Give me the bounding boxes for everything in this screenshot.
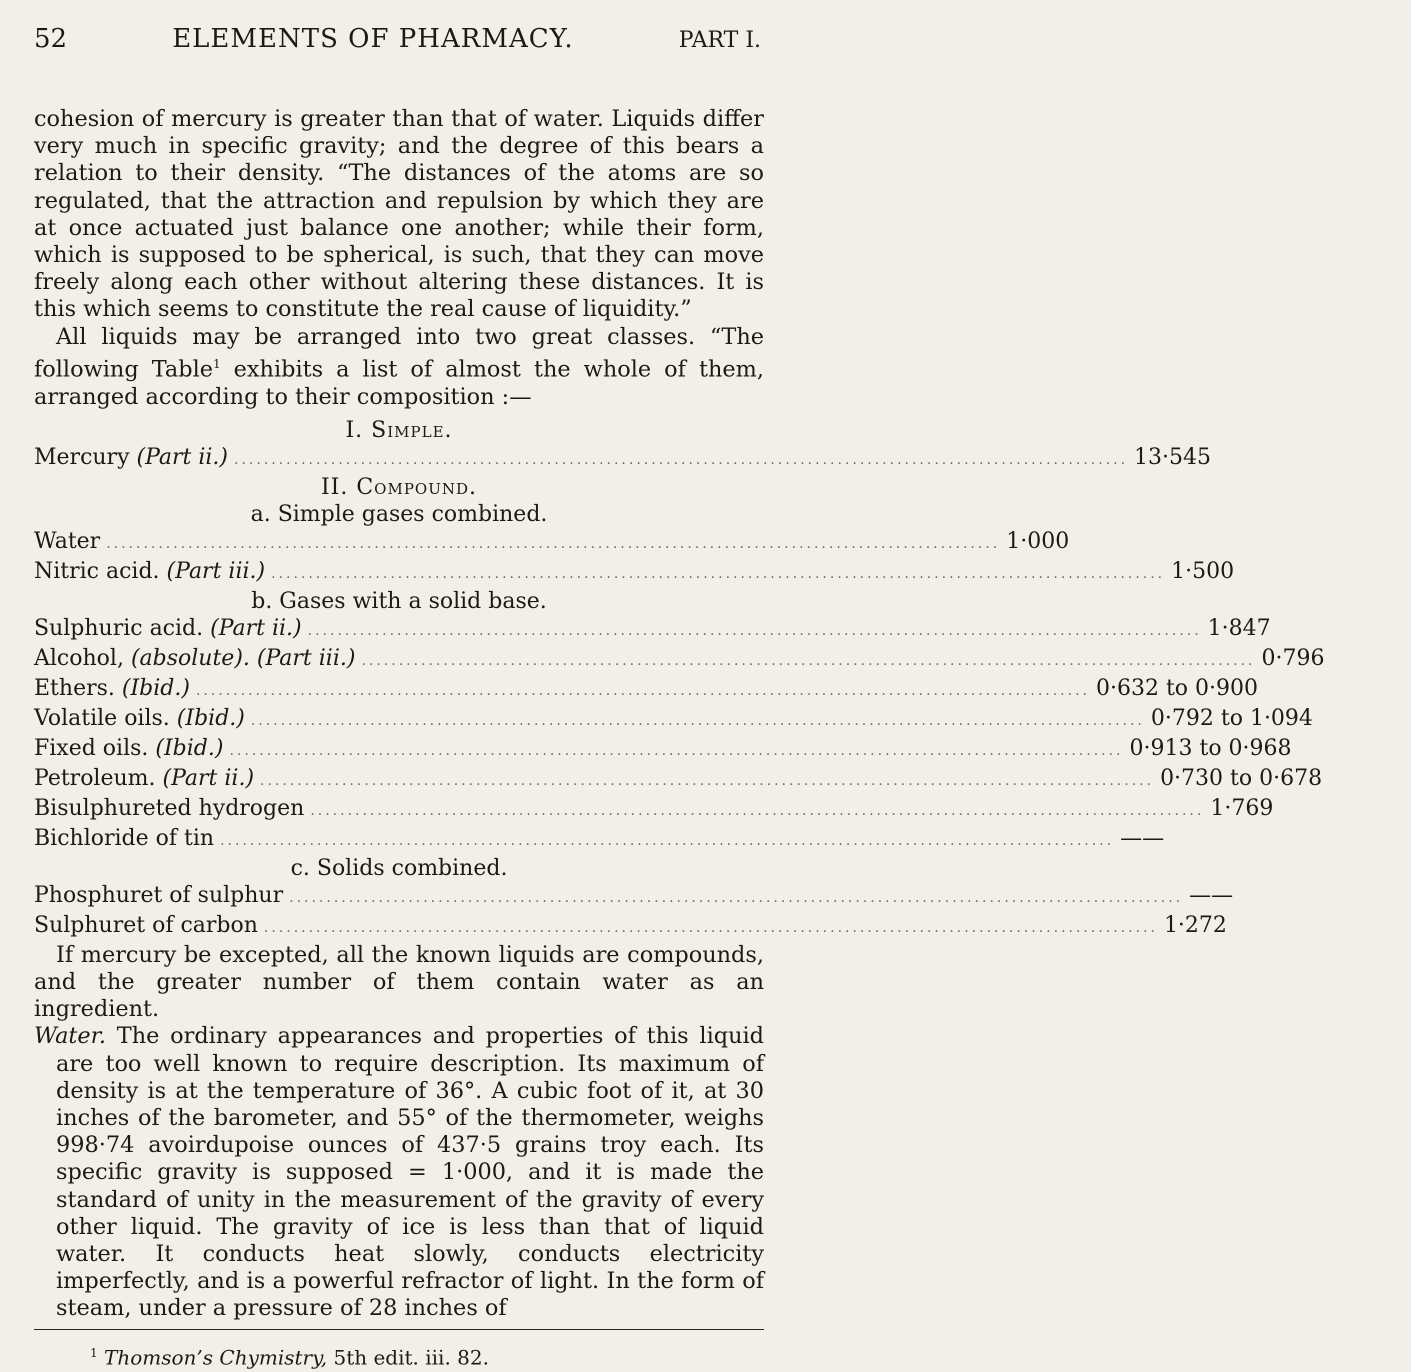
dot-leader: ........................................................................................................................ bbox=[310, 802, 1205, 819]
table-row bbox=[34, 675, 1259, 705]
table-row bbox=[34, 825, 1165, 855]
liquids-table bbox=[34, 417, 1325, 942]
liquid-name: Nitric acid. (Part iii.) bbox=[34, 558, 266, 584]
specific-gravity-value: 0·792 to 1·094 bbox=[1150, 705, 1313, 731]
specific-gravity-value: 1·847 bbox=[1207, 615, 1271, 641]
liquid-name: Bisulphureted hydrogen bbox=[34, 795, 305, 821]
table-row bbox=[34, 615, 1271, 645]
table-row bbox=[34, 735, 1292, 765]
table-row bbox=[34, 705, 1313, 735]
footnote-rule bbox=[34, 1329, 764, 1330]
specific-gravity-value: —— bbox=[1120, 825, 1165, 851]
specific-gravity-value: —— bbox=[1189, 882, 1234, 908]
page-number: 52 bbox=[34, 24, 68, 54]
liquid-reference: (absolute). (Part iii.) bbox=[130, 645, 356, 671]
liquid-reference: (Part iii.) bbox=[166, 558, 266, 584]
dot-leader: ........................................................................................................................ bbox=[289, 889, 1184, 906]
table-row bbox=[34, 645, 1325, 675]
table-row bbox=[34, 795, 1274, 825]
table-row bbox=[34, 528, 1070, 558]
group-heading-c: c. Solids combined. bbox=[290, 855, 508, 881]
dot-leader: ........................................................................................................................ bbox=[271, 565, 1166, 582]
specific-gravity-value: 1·769 bbox=[1210, 795, 1274, 821]
section-heading-simple: I. Simple. bbox=[345, 417, 453, 443]
specific-gravity-value: 1·500 bbox=[1171, 558, 1235, 584]
liquid-name: Volatile oils. (Ibid.) bbox=[34, 705, 245, 731]
liquid-name: Water bbox=[34, 528, 101, 554]
liquid-reference: (Ibid.) bbox=[121, 675, 190, 701]
group-heading-b: b. Gases with a solid base. bbox=[251, 588, 547, 614]
table-row bbox=[34, 765, 1323, 795]
liquid-name: Mercury (Part ii.) bbox=[34, 444, 229, 470]
liquid-name: Fixed oils. (Ibid.) bbox=[34, 735, 224, 761]
paragraph-mercury: If mercury be excepted, all the known liquids are compounds, and the greater number of them contain water as an ingredient. bbox=[34, 941, 764, 1023]
dot-leader: ........................................................................................................................ bbox=[250, 712, 1145, 729]
table-row bbox=[34, 882, 1234, 912]
dot-leader: ........................................................................................................................ bbox=[263, 919, 1158, 936]
liquid-reference: (Ibid.) bbox=[155, 735, 224, 761]
table-row bbox=[34, 558, 1235, 588]
liquid-name: Bichloride of tin bbox=[34, 825, 215, 851]
liquid-name: Sulphuret of carbon bbox=[34, 912, 258, 938]
table-row bbox=[34, 912, 1227, 942]
dot-leader: ........................................................................................................................ bbox=[106, 535, 1001, 552]
group-heading-a: a. Simple gases combined. bbox=[250, 501, 548, 527]
dot-leader: ........................................................................................................................ bbox=[361, 652, 1256, 669]
specific-gravity-value: 1·272 bbox=[1163, 912, 1227, 938]
liquid-reference: (Part ii.) bbox=[210, 615, 302, 641]
paragraph-classes: All liquids may be arranged into two great classes. “The following Table$^1$ exhibits a list of almost the whole of them, arranged according to their composition :— bbox=[34, 323, 764, 410]
paragraph-water: Water. The ordinary appearances and properties of this liquid are too well known to require description. Its maximum of density is at the temperature of 36°. A cubic foot of it, at 30 inches of the barometer, and 55° of the thermometer, weighs 998·74 avoirdupoise ounces of 437·5 grains troy each. Its specific gravity is supposed = 1·000, and it is made the standard of unity in the measurement of the gravity of every other liquid. The gravity of ice is less than that of liquid water. It conducts heat slowly, conducts electricity imperfectly, and is a powerful refractor of light. In the form of steam, under a pressure of 28 inches of bbox=[34, 1023, 764, 1322]
section-heading-compound: II. Compound. bbox=[320, 474, 478, 500]
dot-leader: ........................................................................................................................ bbox=[195, 682, 1090, 699]
specific-gravity-value: 1·000 bbox=[1006, 528, 1070, 554]
dot-leader: ........................................................................................................................ bbox=[229, 742, 1124, 759]
liquid-name: Ethers. (Ibid.) bbox=[34, 675, 190, 701]
part-label: PART I. bbox=[678, 28, 761, 53]
dot-leader: ........................................................................................................................ bbox=[234, 451, 1129, 468]
running-title: ELEMENTS OF PHARMACY. bbox=[172, 24, 574, 54]
page-body bbox=[34, 106, 1325, 1370]
specific-gravity-value: 13·545 bbox=[1134, 444, 1212, 470]
dot-leader: ........................................................................................................................ bbox=[260, 772, 1155, 789]
specific-gravity-value: 0·913 to 0·968 bbox=[1129, 735, 1292, 761]
liquid-name: Sulphuric acid. (Part ii.) bbox=[34, 615, 302, 641]
dot-leader: ........................................................................................................................ bbox=[307, 622, 1202, 639]
liquid-name: Petroleum. (Part ii.) bbox=[34, 765, 255, 791]
liquid-name: Alcohol, (absolute). (Part iii.) bbox=[34, 645, 356, 671]
running-header bbox=[34, 24, 761, 60]
footnote-ref: 1 bbox=[212, 356, 221, 371]
specific-gravity-value: 0·796 bbox=[1261, 645, 1325, 671]
specific-gravity-value: 0·632 to 0·900 bbox=[1095, 675, 1259, 701]
liquid-reference: (Part ii.) bbox=[162, 765, 255, 791]
liquid-reference: (Part ii.) bbox=[136, 444, 229, 470]
liquid-name: Phosphuret of sulphur bbox=[34, 882, 284, 908]
specific-gravity-value: 0·730 to 0·678 bbox=[1160, 765, 1323, 791]
liquid-reference: (Ibid.) bbox=[176, 705, 245, 731]
dot-leader: ........................................................................................................................ bbox=[220, 832, 1115, 849]
table-row bbox=[34, 444, 1212, 474]
footnote: $^1$ Thomson’s Chymistry, 5th edit. iii. 82. bbox=[90, 1345, 489, 1370]
water-heading: Water. bbox=[34, 1023, 107, 1050]
paragraph-cohesion: cohesion of mercury is greater than that of water. Liquids differ very much in specific gravity; and the degree of this bears a relation to their density. “The distances of the atoms are so regulated, that the attraction and repulsion by which they are at once actuated just balance one another; while their form, which is supposed to be spherical, is such, that they can move freely along each other without altering these distances. It is this which seems to constitute the real cause of liquidity.” bbox=[34, 106, 764, 323]
